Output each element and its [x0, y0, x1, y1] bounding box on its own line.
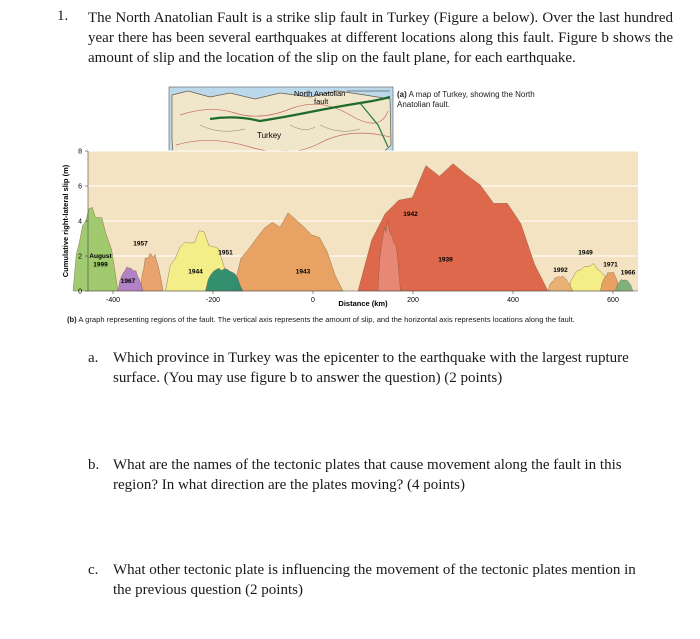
- caption-a-text: A map of Turkey, showing the North Anatolian fault.: [397, 90, 535, 109]
- subquestion-letter: a.: [88, 350, 99, 366]
- x-tick-label: 200: [407, 297, 419, 304]
- caption-b-label: (b): [67, 315, 77, 324]
- y-tick-label: 6: [78, 183, 82, 191]
- label-1942: 1942: [403, 210, 418, 218]
- label-1944: 1944: [188, 268, 203, 276]
- y-tick-label: 8: [78, 148, 82, 156]
- x-axis-label: Distance (km): [338, 299, 388, 308]
- label-1966: 1966: [620, 269, 636, 277]
- label-1967: 1967: [120, 278, 136, 286]
- fault-label-2: fault: [314, 97, 329, 106]
- caption-b-text: A graph representing regions of the fault. The vertical axis represents the amount of slip, and the horizontal axis represents locations along the fault.: [78, 315, 575, 324]
- figure: [60, 85, 660, 315]
- label-1949: 1949: [578, 249, 593, 257]
- x-tick-label: 600: [607, 297, 619, 304]
- question-number: 1.: [57, 8, 69, 24]
- label-1939: 1939: [438, 256, 453, 264]
- label-1951: 1951: [218, 249, 233, 257]
- subquestion-letter: b.: [88, 457, 100, 473]
- fault-label-1: North Anatolian: [294, 89, 346, 98]
- slip-graph: [61, 149, 638, 309]
- label-1992: 1992: [553, 266, 568, 274]
- country-label: Turkey: [257, 131, 282, 140]
- y-tick-label: 0: [78, 288, 82, 296]
- label-1971: 1971: [603, 261, 618, 269]
- x-tick-label: -400: [105, 297, 121, 304]
- question-intro: The North Anatolian Fault is a strike slip fault in Turkey (Figure a below). Over the last hundred year there has been several earthquakes at different locations along this fault. Figure b shows the amount of slip and the location of the slip on the fault plane, for each earthquake.: [88, 10, 673, 66]
- caption-a-label: (a): [397, 90, 407, 99]
- x-tick-label: 400: [507, 297, 519, 304]
- label-august: August: [89, 252, 112, 260]
- y-tick-label: 4: [78, 218, 82, 226]
- label-1957: 1957: [133, 240, 148, 248]
- y-axis-label: Cumulative right-lateral slip (m): [61, 164, 70, 278]
- label-1999: 1999: [93, 261, 108, 269]
- caption-b: [67, 315, 667, 324]
- label-1943: 1943: [295, 268, 311, 276]
- y-tick-label: 2: [78, 253, 82, 261]
- subquestion-text: What other tectonic plate is influencing the movement of the tectonic plates mention in the previous question (2 points): [113, 562, 636, 598]
- subquestion-text: Which province in Turkey was the epicenter to the earthquake with the largest rupture surface. (You may use figure b to answer the question) (2 points): [113, 350, 629, 386]
- caption-a: [397, 90, 567, 110]
- subquestion-letter: c.: [88, 562, 99, 578]
- x-tick-label: -200: [205, 297, 221, 304]
- subquestion-text: What are the names of the tectonic plates that cause movement along the fault in this region? In what direction are the plates moving? (4 points): [113, 457, 622, 493]
- x-tick-label: 0: [311, 297, 315, 304]
